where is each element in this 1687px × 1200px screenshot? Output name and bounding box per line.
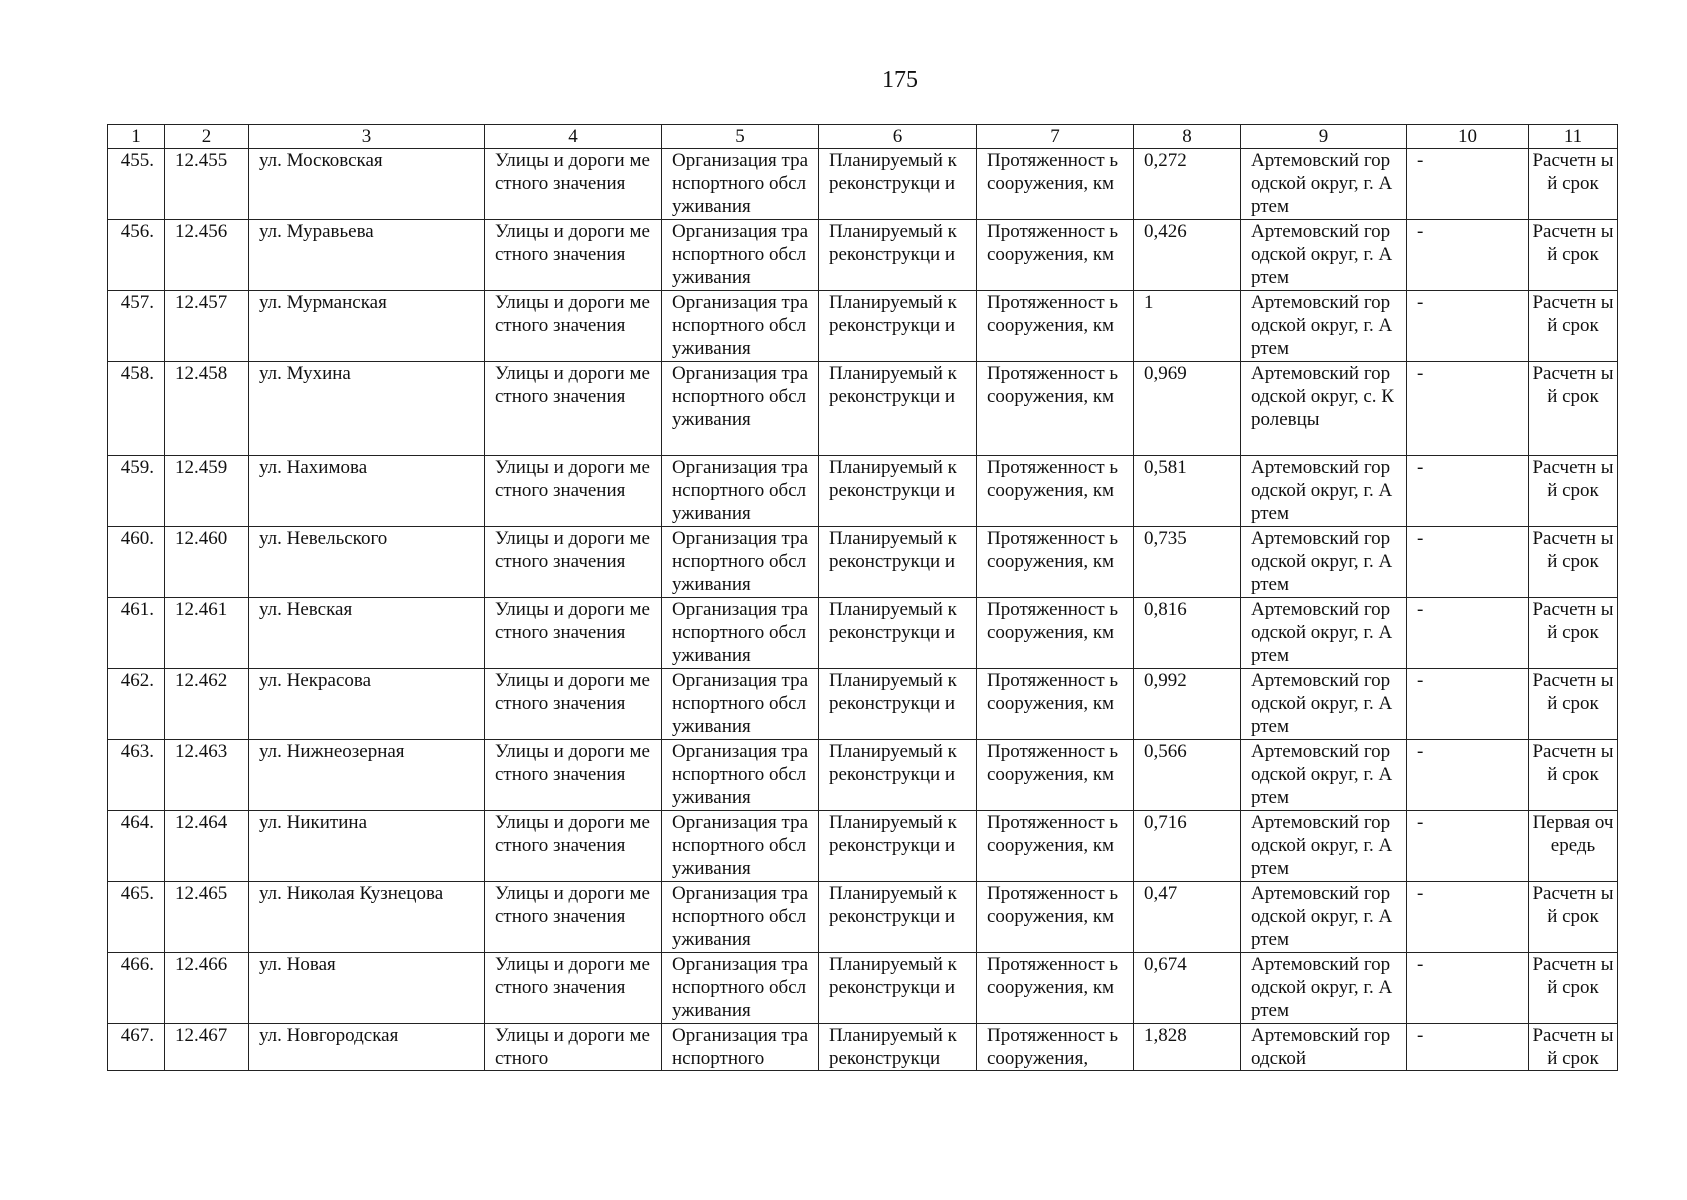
table-row — [108, 598, 1618, 669]
object-purpose: Организация транспортного обслуживания — [662, 291, 819, 362]
column-header-5: 5 — [662, 125, 819, 149]
column-header-7: 7 — [977, 125, 1134, 149]
object-category: Улицы и дороги местного значения — [485, 882, 662, 953]
implementation-term: Расчетн ый срок — [1529, 1024, 1618, 1071]
table-row — [108, 527, 1618, 598]
object-name: ул. Никитина — [249, 811, 485, 882]
object-status: Планируемый к реконструкци и — [819, 220, 977, 291]
column-header-9: 9 — [1241, 125, 1407, 149]
column-header-6: 6 — [819, 125, 977, 149]
zone-info: - — [1407, 811, 1529, 882]
parameter-name: Протяженност ь сооружения, — [977, 1024, 1134, 1071]
zone-info: - — [1407, 527, 1529, 598]
object-location: Артемовский городской округ, г. Артем — [1241, 882, 1407, 953]
object-category: Улицы и дороги местного значения — [485, 220, 662, 291]
object-location: Артемовский городской округ, с. Кролевцы — [1241, 362, 1407, 456]
object-code: 12.457 — [165, 291, 249, 362]
object-name: ул. Новгородская — [249, 1024, 485, 1071]
zone-info: - — [1407, 669, 1529, 740]
object-category: Улицы и дороги местного значения — [485, 456, 662, 527]
row-number: 467. — [108, 1024, 165, 1071]
column-header-8: 8 — [1134, 125, 1241, 149]
table-row — [108, 362, 1618, 456]
implementation-term: Расчетн ый срок — [1529, 527, 1618, 598]
parameter-value: 0,674 — [1134, 953, 1241, 1024]
implementation-term: Расчетн ый срок — [1529, 291, 1618, 362]
parameter-name: Протяженност ь сооружения, км — [977, 669, 1134, 740]
object-name: ул. Некрасова — [249, 669, 485, 740]
parameter-value: 0,566 — [1134, 740, 1241, 811]
row-number: 460. — [108, 527, 165, 598]
parameter-value: 0,272 — [1134, 149, 1241, 220]
object-status: Планируемый к реконструкци и — [819, 953, 977, 1024]
parameter-name: Протяженност ь сооружения, км — [977, 220, 1134, 291]
zone-info: - — [1407, 362, 1529, 456]
object-code: 12.465 — [165, 882, 249, 953]
object-purpose: Организация транспортного — [662, 1024, 819, 1071]
column-header-1: 1 — [108, 125, 165, 149]
column-header-2: 2 — [165, 125, 249, 149]
object-status: Планируемый к реконструкци и — [819, 740, 977, 811]
object-purpose: Организация транспортного обслуживания — [662, 220, 819, 291]
object-code: 12.461 — [165, 598, 249, 669]
zone-info: - — [1407, 291, 1529, 362]
object-code: 12.458 — [165, 362, 249, 456]
page-number: 175 — [882, 67, 918, 93]
object-category: Улицы и дороги местного значения — [485, 598, 662, 669]
parameter-name: Протяженност ь сооружения, км — [977, 456, 1134, 527]
column-header-11: 11 — [1529, 125, 1618, 149]
object-code: 12.464 — [165, 811, 249, 882]
implementation-term: Расчетн ый срок — [1529, 598, 1618, 669]
object-code: 12.466 — [165, 953, 249, 1024]
table-row — [108, 882, 1618, 953]
object-purpose: Организация транспортного обслуживания — [662, 669, 819, 740]
object-purpose: Организация транспортного обслуживания — [662, 598, 819, 669]
zone-info: - — [1407, 456, 1529, 527]
row-number: 464. — [108, 811, 165, 882]
object-name: ул. Невская — [249, 598, 485, 669]
parameter-name: Протяженност ь сооружения, км — [977, 740, 1134, 811]
object-location: Артемовский городской округ, г. Артем — [1241, 456, 1407, 527]
object-location: Артемовский городской округ, г. Артем — [1241, 527, 1407, 598]
zone-info: - — [1407, 1024, 1529, 1071]
column-header-4: 4 — [485, 125, 662, 149]
object-category: Улицы и дороги местного значения — [485, 811, 662, 882]
zone-info: - — [1407, 953, 1529, 1024]
object-status: Планируемый к реконструкци и — [819, 456, 977, 527]
object-location: Артемовский городской округ, г. Артем — [1241, 598, 1407, 669]
parameter-name: Протяженност ь сооружения, км — [977, 527, 1134, 598]
object-status: Планируемый к реконструкци и — [819, 811, 977, 882]
table-row — [108, 1024, 1618, 1071]
object-name: ул. Муравьева — [249, 220, 485, 291]
table-row — [108, 291, 1618, 362]
object-location: Артемовский городской округ, г. Артем — [1241, 953, 1407, 1024]
object-location: Артемовский городской округ, г. Артем — [1241, 149, 1407, 220]
object-name: ул. Николая Кузнецова — [249, 882, 485, 953]
object-name: ул. Новая — [249, 953, 485, 1024]
parameter-value: 0,735 — [1134, 527, 1241, 598]
parameter-value: 0,47 — [1134, 882, 1241, 953]
implementation-term: Расчетн ый срок — [1529, 362, 1618, 456]
implementation-term: Расчетн ый срок — [1529, 669, 1618, 740]
parameter-name: Протяженност ь сооружения, км — [977, 149, 1134, 220]
parameter-value: 0,992 — [1134, 669, 1241, 740]
row-number: 459. — [108, 456, 165, 527]
object-location: Артемовский городской округ, г. Артем — [1241, 811, 1407, 882]
object-code: 12.460 — [165, 527, 249, 598]
row-number: 463. — [108, 740, 165, 811]
object-name: ул. Московская — [249, 149, 485, 220]
implementation-term: Расчетн ый срок — [1529, 456, 1618, 527]
parameter-value: 1,828 — [1134, 1024, 1241, 1071]
object-location: Артемовский городской округ, г. Артем — [1241, 669, 1407, 740]
object-status: Планируемый к реконструкци и — [819, 527, 977, 598]
object-status: Планируемый к реконструкци и — [819, 362, 977, 456]
object-name: ул. Мухина — [249, 362, 485, 456]
table-body — [108, 149, 1618, 1071]
object-purpose: Организация транспортного обслуживания — [662, 149, 819, 220]
object-location: Артемовский городской — [1241, 1024, 1407, 1071]
object-category: Улицы и дороги местного значения — [485, 149, 662, 220]
object-status: Планируемый к реконструкци и — [819, 669, 977, 740]
implementation-term: Расчетн ый срок — [1529, 220, 1618, 291]
zone-info: - — [1407, 598, 1529, 669]
implementation-term: Расчетн ый срок — [1529, 149, 1618, 220]
object-purpose: Организация транспортного обслуживания — [662, 811, 819, 882]
table-row — [108, 740, 1618, 811]
object-purpose: Организация транспортного обслуживания — [662, 953, 819, 1024]
column-header-10: 10 — [1407, 125, 1529, 149]
header-row — [108, 125, 1618, 149]
implementation-term: Расчетн ый срок — [1529, 740, 1618, 811]
object-category: Улицы и дороги местного значения — [485, 362, 662, 456]
parameter-value: 0,816 — [1134, 598, 1241, 669]
parameter-value: 0,426 — [1134, 220, 1241, 291]
table-row — [108, 456, 1618, 527]
table-row — [108, 669, 1618, 740]
object-category: Улицы и дороги местного значения — [485, 740, 662, 811]
parameter-value: 1 — [1134, 291, 1241, 362]
implementation-term: Расчетн ый срок — [1529, 953, 1618, 1024]
object-code: 12.455 — [165, 149, 249, 220]
row-number: 462. — [108, 669, 165, 740]
object-code: 12.463 — [165, 740, 249, 811]
object-name: ул. Нижнеозерная — [249, 740, 485, 811]
object-purpose: Организация транспортного обслуживания — [662, 740, 819, 811]
object-code: 12.459 — [165, 456, 249, 527]
table-row — [108, 149, 1618, 220]
object-purpose: Организация транспортного обслуживания — [662, 527, 819, 598]
object-category: Улицы и дороги местного значения — [485, 527, 662, 598]
row-number: 458. — [108, 362, 165, 456]
object-location: Артемовский городской округ, г. Артем — [1241, 291, 1407, 362]
object-status: Планируемый к реконструкци и — [819, 598, 977, 669]
object-name: ул. Мурманская — [249, 291, 485, 362]
zone-info: - — [1407, 149, 1529, 220]
object-category: Улицы и дороги местного значения — [485, 669, 662, 740]
row-number: 465. — [108, 882, 165, 953]
object-name: ул. Невельского — [249, 527, 485, 598]
parameter-value: 0,581 — [1134, 456, 1241, 527]
object-code: 12.467 — [165, 1024, 249, 1071]
zone-info: - — [1407, 740, 1529, 811]
row-number: 457. — [108, 291, 165, 362]
column-header-3: 3 — [249, 125, 485, 149]
parameter-name: Протяженност ь сооружения, км — [977, 882, 1134, 953]
object-status: Планируемый к реконструкци — [819, 1024, 977, 1071]
row-number: 456. — [108, 220, 165, 291]
object-purpose: Организация транспортного обслуживания — [662, 882, 819, 953]
implementation-term: Расчетн ый срок — [1529, 882, 1618, 953]
object-purpose: Организация транспортного обслуживания — [662, 362, 819, 456]
table-row — [108, 953, 1618, 1024]
objects-table — [107, 124, 1618, 1071]
object-name: ул. Нахимова — [249, 456, 485, 527]
object-location: Артемовский городской округ, г. Артем — [1241, 220, 1407, 291]
object-category: Улицы и дороги местного значения — [485, 953, 662, 1024]
object-status: Планируемый к реконструкци и — [819, 291, 977, 362]
object-category: Улицы и дороги местного значения — [485, 291, 662, 362]
row-number: 461. — [108, 598, 165, 669]
zone-info: - — [1407, 220, 1529, 291]
parameter-name: Протяженност ь сооружения, км — [977, 953, 1134, 1024]
parameter-name: Протяженност ь сооружения, км — [977, 291, 1134, 362]
parameter-name: Протяженност ь сооружения, км — [977, 811, 1134, 882]
parameter-name: Протяженност ь сооружения, км — [977, 598, 1134, 669]
object-purpose: Организация транспортного обслуживания — [662, 456, 819, 527]
object-category: Улицы и дороги местного — [485, 1024, 662, 1071]
object-status: Планируемый к реконструкци и — [819, 149, 977, 220]
parameter-name: Протяженност ь сооружения, км — [977, 362, 1134, 456]
object-location: Артемовский городской округ, г. Артем — [1241, 740, 1407, 811]
object-code: 12.462 — [165, 669, 249, 740]
table-row — [108, 811, 1618, 882]
table-row — [108, 220, 1618, 291]
zone-info: - — [1407, 882, 1529, 953]
parameter-value: 0,716 — [1134, 811, 1241, 882]
object-code: 12.456 — [165, 220, 249, 291]
row-number: 455. — [108, 149, 165, 220]
document-table-wrapper — [107, 124, 1618, 1071]
row-number: 466. — [108, 953, 165, 1024]
implementation-term: Первая очередь — [1529, 811, 1618, 882]
parameter-value: 0,969 — [1134, 362, 1241, 456]
object-status: Планируемый к реконструкци и — [819, 882, 977, 953]
table-header — [108, 125, 1618, 149]
